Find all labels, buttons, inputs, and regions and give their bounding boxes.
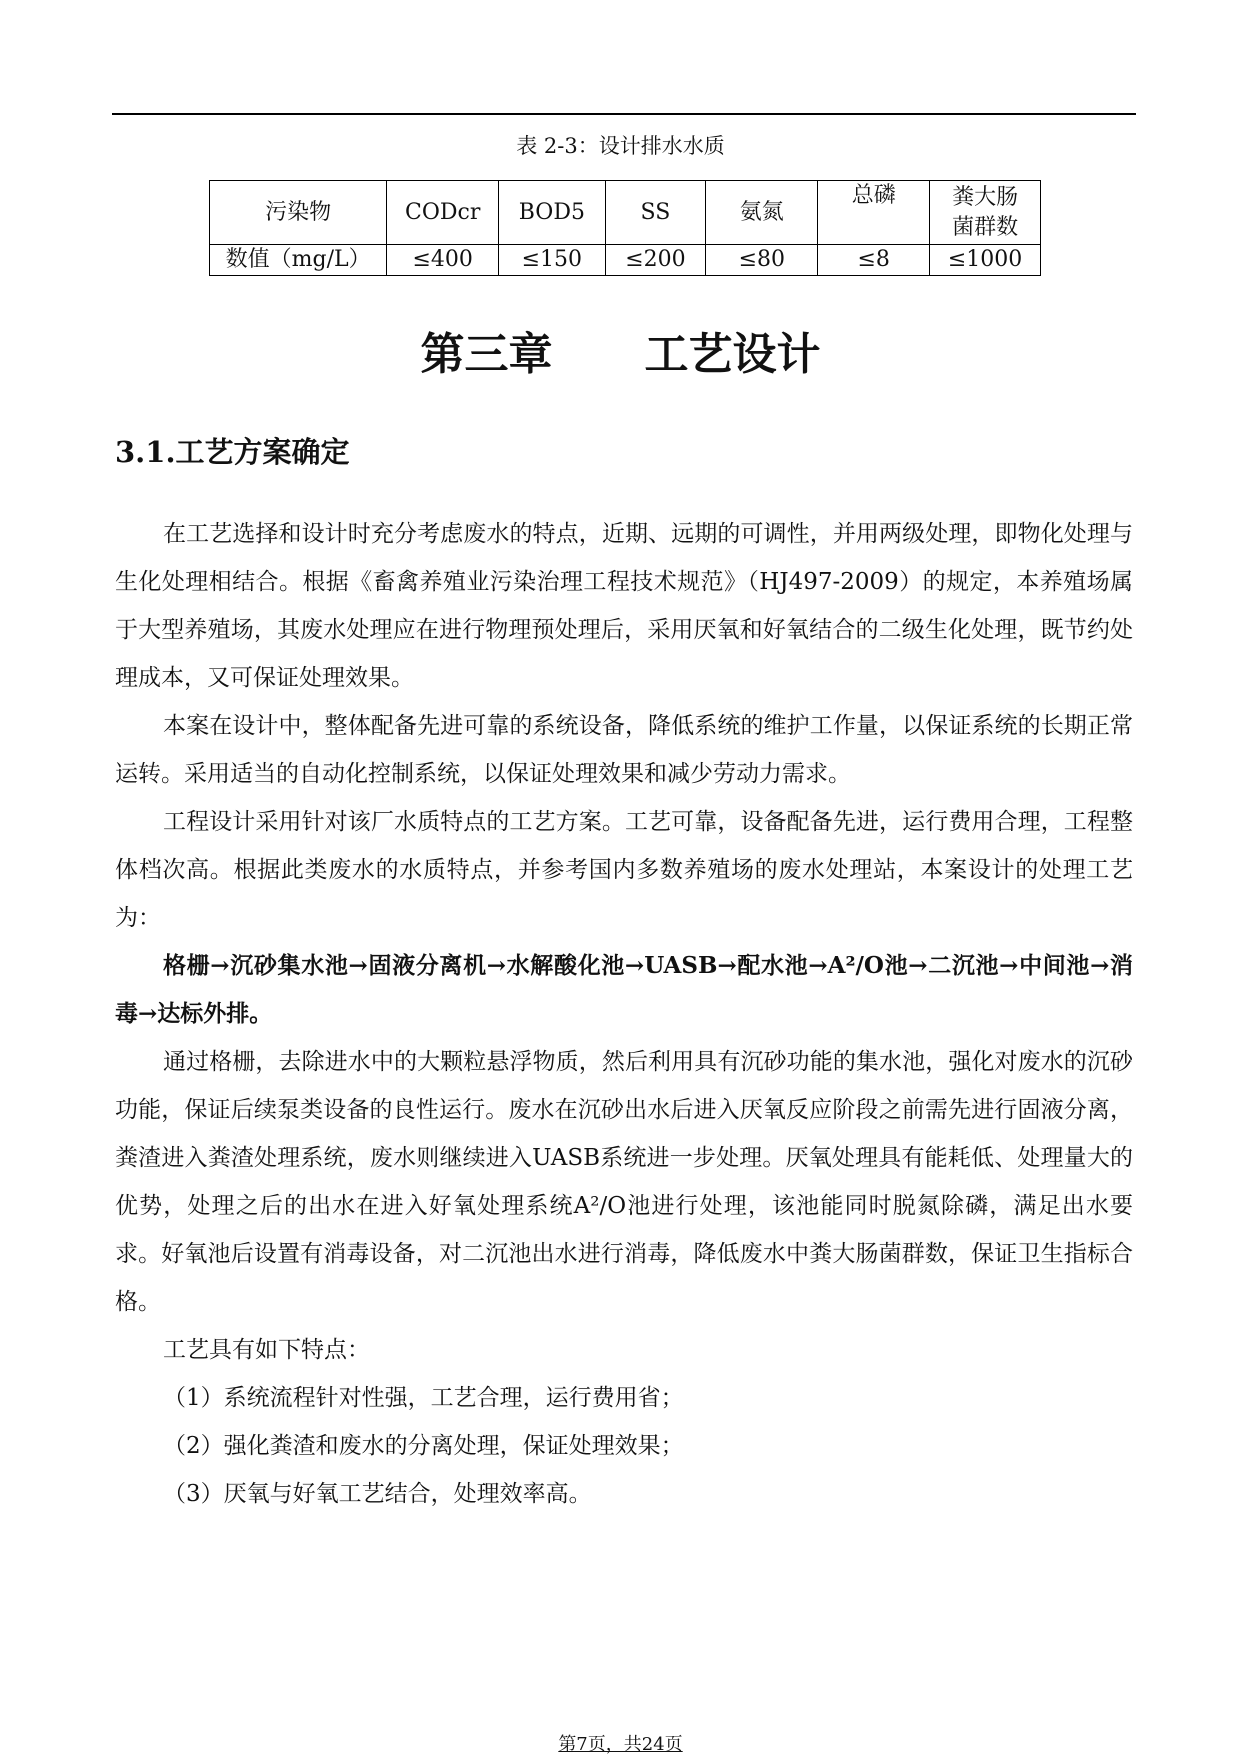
page-number: 第7页，共24页 bbox=[558, 1734, 683, 1755]
header-rule bbox=[112, 113, 1136, 115]
paragraph: 工艺具有如下特点： bbox=[163, 1337, 370, 1363]
paragraph: 工程设计采用针对该厂水质特点的工艺方案。工艺可靠，设备配备先进，运行费用合理，工程整体档次高。根据此类废水的水质特点，并参考国内多数养殖场的废水处理站，本案设计的处理工艺为： bbox=[115, 809, 1133, 931]
section-title: 3.1.工艺方案确定 bbox=[115, 435, 350, 469]
list-item: （2）强化粪渣和废水的分离处理，保证处理效果； bbox=[163, 1433, 684, 1459]
table-caption: 表 2-3：设计排水水质 bbox=[516, 134, 725, 158]
list-item: （3）厌氧与好氧工艺结合，处理效率高。 bbox=[163, 1481, 592, 1507]
chapter-title: 第三章 工艺设计 bbox=[420, 329, 821, 380]
process-flow: 格栅→沉砂集水池→固液分离机→水解酸化池→UASB→配水池→A²/O池→二沉池→中间池→消毒→达标外排。 bbox=[115, 952, 1133, 1027]
value-cell: ≤80 bbox=[706, 245, 818, 276]
header-cell: 粪大肠 菌群数 bbox=[930, 181, 1041, 245]
table-row bbox=[210, 245, 1041, 276]
list-item: （1）系统流程针对性强，工艺合理，运行费用省； bbox=[163, 1385, 684, 1411]
header-cell: 污染物 bbox=[210, 181, 387, 245]
paragraph: 本案在设计中，整体配备先进可靠的系统设备，降低系统的维护工作量，以保证系统的长期正常运转。采用适当的自动化控制系统，以保证处理效果和减少劳动力需求。 bbox=[115, 713, 1133, 787]
paragraph: 通过格栅，去除进水中的大颗粒悬浮物质，然后利用具有沉砂功能的集水池，强化对废水的沉砂功能，保证后续泵类设备的良性运行。废水在沉砂出水后进入厌氧反应阶段之前需先进行固液分离，粪渣进入粪渣处理系统，废水则继续进入UASB系统进一步处理。厌氧处理具有能耗低、处理量大的优势，处理之后的出水在进入好氧处理系统A²/O池进行处理，该池能同时脱氮除磷，满足出水要求。好氧池后设置有消毒设备，对二沉池出水进行消毒，降低废水中粪大肠菌群数，保证卫生指标合格。 bbox=[115, 1049, 1133, 1315]
header-cell: BOD5 bbox=[499, 181, 605, 245]
paragraph: 在工艺选择和设计时充分考虑废水的特点，近期、远期的可调性，并用两级处理，即物化处理与生化处理相结合。根据《畜禽养殖业污染治理工程技术规范》（HJ497-2009）的规定，本养殖场属于大型养殖场，其废水处理应在进行物理预处理后，采用厌氧和好氧结合的二级生化处理，既节约处理成本，又可保证处理效果。 bbox=[115, 521, 1133, 691]
value-cell: ≤200 bbox=[605, 245, 706, 276]
value-cell: ≤8 bbox=[818, 245, 930, 276]
value-cell: ≤150 bbox=[499, 245, 605, 276]
body-text bbox=[115, 510, 1133, 1518]
value-cell: ≤400 bbox=[387, 245, 499, 276]
header-cell: CODcr bbox=[387, 181, 499, 245]
value-cell: 数值（mg/L） bbox=[210, 245, 387, 276]
value-cell: ≤1000 bbox=[930, 245, 1041, 276]
table-header-row bbox=[210, 181, 1041, 245]
header-cell: SS bbox=[605, 181, 706, 245]
water-quality-table bbox=[209, 180, 1041, 276]
header-cell: 总磷 bbox=[818, 181, 930, 245]
header-cell: 氨氮 bbox=[706, 181, 818, 245]
